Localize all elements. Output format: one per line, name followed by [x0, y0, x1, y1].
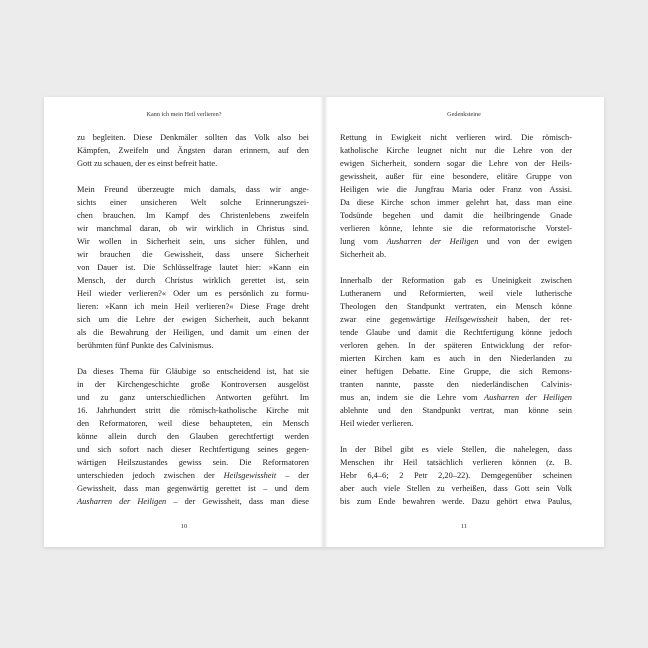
- text-line: den Reformatoren, weil diese behaupteten, ein Mensch: [77, 419, 309, 428]
- text-line: aber auch viele Stellen zu verheißen, dass Gott sein Volk: [340, 484, 572, 493]
- text-line: einer heftigen Debatte. Eine Gruppe, die sich Remons-: [340, 367, 572, 376]
- text-line: Mein Freund überzeugte mich damals, dass wir ange-: [77, 185, 309, 194]
- text-line: 16. Jahrhundert stritt die römisch-katholische Kirche mit: [77, 406, 309, 415]
- text-line: Todsünde begehen und damit die heilbringende Gnade: [340, 211, 572, 220]
- text-line: katholische Kirche leugnet nicht nur die Lehre von der: [340, 146, 572, 155]
- paragraph: [77, 365, 309, 508]
- text-line: Ausharren der Heiligen – der Gewissheit, dass man diese: [77, 497, 309, 506]
- book-spread: [44, 97, 604, 547]
- left-page: [44, 97, 324, 547]
- right-page: [324, 97, 604, 547]
- paragraph: [340, 274, 572, 430]
- text-line: lung vom Ausharren der Heiligen und von der ewigen: [340, 237, 572, 246]
- text-line: und sich sofort nach dieser Rechtfertigung seines gegen-: [77, 445, 309, 454]
- text-line: zwar eine gegenwärtige Heilsgewissheit haben, der ret-: [340, 315, 572, 324]
- text-line: verlieren könne, lehnte sie die reformatorische Vorstel-: [340, 224, 572, 233]
- text-line: tranten nannte, passte den niederländischen Calvinis-: [340, 380, 572, 389]
- text-line: Innerhalb der Reformation gab es Uneinigkeit zwischen: [340, 276, 572, 285]
- text-line: berühmten fünf Punkte des Calvinismus.: [77, 341, 214, 350]
- text-line: sichts einer unsicheren Welt solche Erinnerungszei-: [77, 198, 309, 207]
- text-line: in der Kirchengeschichte große Kontroversen ausgelöst: [77, 380, 309, 389]
- text-line: gewissheit, außer für eine besondere, elitäre Gruppe von: [340, 172, 572, 181]
- text-line: von Dauer ist. Die Schlüsselfrage lautet hier: »Kann ein: [77, 263, 309, 272]
- text-line: ewigen Sicherheit, sondern sogar die Lehre von der Heils-: [340, 159, 572, 168]
- text-line: lieren: »Kann ich mein Heil verlieren?« Diese Frage dreht: [77, 302, 309, 311]
- text-line: sich um die Lehre der ewigen Sicherheit, auch bekannt: [77, 315, 309, 324]
- text-line: In der Bibel gibt es viele Stellen, die nahelegen, dass: [340, 445, 572, 454]
- text-line: und zu ganz unterschiedlichen Antworten geführt. Im: [77, 393, 309, 402]
- text-line: wir manchmal daran, ob wir wirklich in Christus sind.: [77, 224, 309, 233]
- text-line: Gott zu schauen, der es einst befreit hatte.: [77, 159, 218, 168]
- text-line: ablehnte und den Standpunkt vertrat, man könne sein: [340, 406, 572, 415]
- paragraph: [340, 443, 572, 508]
- text-line: wärtigen Heilszustandes gewiss sein. Die Reformatoren: [77, 458, 309, 467]
- text-line: Da diese Kirche schon immer gelehrt hat, dass man eine: [340, 198, 572, 207]
- text-line: chen brauchen. Im Kampf des Christenlebens zweifeln: [77, 211, 309, 220]
- paragraph: [77, 131, 309, 170]
- text-line: als die Bewahrung der Heiligen, und damit um einen der: [77, 328, 309, 337]
- text-line: Heil wieder verlieren?« Oder um es persönlich zu formu-: [77, 289, 309, 298]
- text-line: wir brauchen die Gewissheit, dass unsere Sicherheit: [77, 250, 309, 259]
- running-header-right: Gedenksteine: [447, 111, 481, 118]
- text-line: Theologen den Standpunkt vertraten, ein Mensch könne: [340, 302, 572, 311]
- paragraph: [77, 183, 309, 352]
- page-number-right: 11: [460, 523, 468, 530]
- left-page-body: [77, 131, 309, 508]
- text-line: Menschen ihr Heil tatsächlich verlieren können (z. B.: [340, 458, 572, 467]
- text-line: Wir wollen in Sicherheit sein, uns sicher fühlen, und: [77, 237, 309, 246]
- text-line: tende Glaube und damit die Rechtfertigung könne jedoch: [340, 328, 572, 337]
- text-line: zu begleiten. Diese Denkmäler sollten das Volk also bei: [77, 133, 309, 142]
- text-line: bis zum Ende bewahren werde. Dazu gehört etwa Paulus,: [340, 497, 572, 506]
- text-line: unterschieden jedoch zwischen der Heilsgewissheit – der: [77, 471, 310, 480]
- text-line: mus an, indem sie die Lehre vom Ausharren der Heiligen: [340, 393, 572, 402]
- right-page-body: [340, 131, 572, 508]
- text-line: Mensch, der durch Christus wirklich gerettet ist, sein: [77, 276, 309, 285]
- page-number-left: 10: [180, 523, 188, 530]
- text-line: Heiligen wie die Jungfrau Maria oder Franz von Assisi.: [340, 185, 572, 194]
- text-line: mierten Kirchen kam es auch in den Niederlanden zu: [340, 354, 572, 363]
- text-line: Lutheranern und Reformierten, weil viele lutherische: [340, 289, 572, 298]
- text-line: Heil wieder verlieren.: [340, 419, 414, 428]
- text-line: verloren gehen. In der späteren Entwicklung der refor-: [340, 341, 572, 350]
- text-line: Hebr 6,4–6; 2 Petr 2,20–22). Demgegenüber scheinen: [340, 471, 572, 480]
- text-line: Kämpfen, Zweifeln und Ängsten daran erinnern, auf den: [77, 146, 309, 155]
- text-line: Gewissheit, dass man gegenwärtig gerettet ist – und dem: [77, 484, 309, 493]
- paragraph: [340, 131, 572, 261]
- running-header-left: Kann ich mein Heil verlieren?: [146, 111, 222, 118]
- text-line: Sicherheit ab.: [340, 250, 387, 259]
- text-line: Da dieses Thema für Gläubige so entscheidend ist, hat sie: [77, 367, 309, 376]
- text-line: Rettung in Ewigkeit nicht verlieren wird. Die römisch-: [340, 133, 572, 142]
- text-line: könne allein durch den Glauben gerechtfertigt werden: [77, 432, 309, 441]
